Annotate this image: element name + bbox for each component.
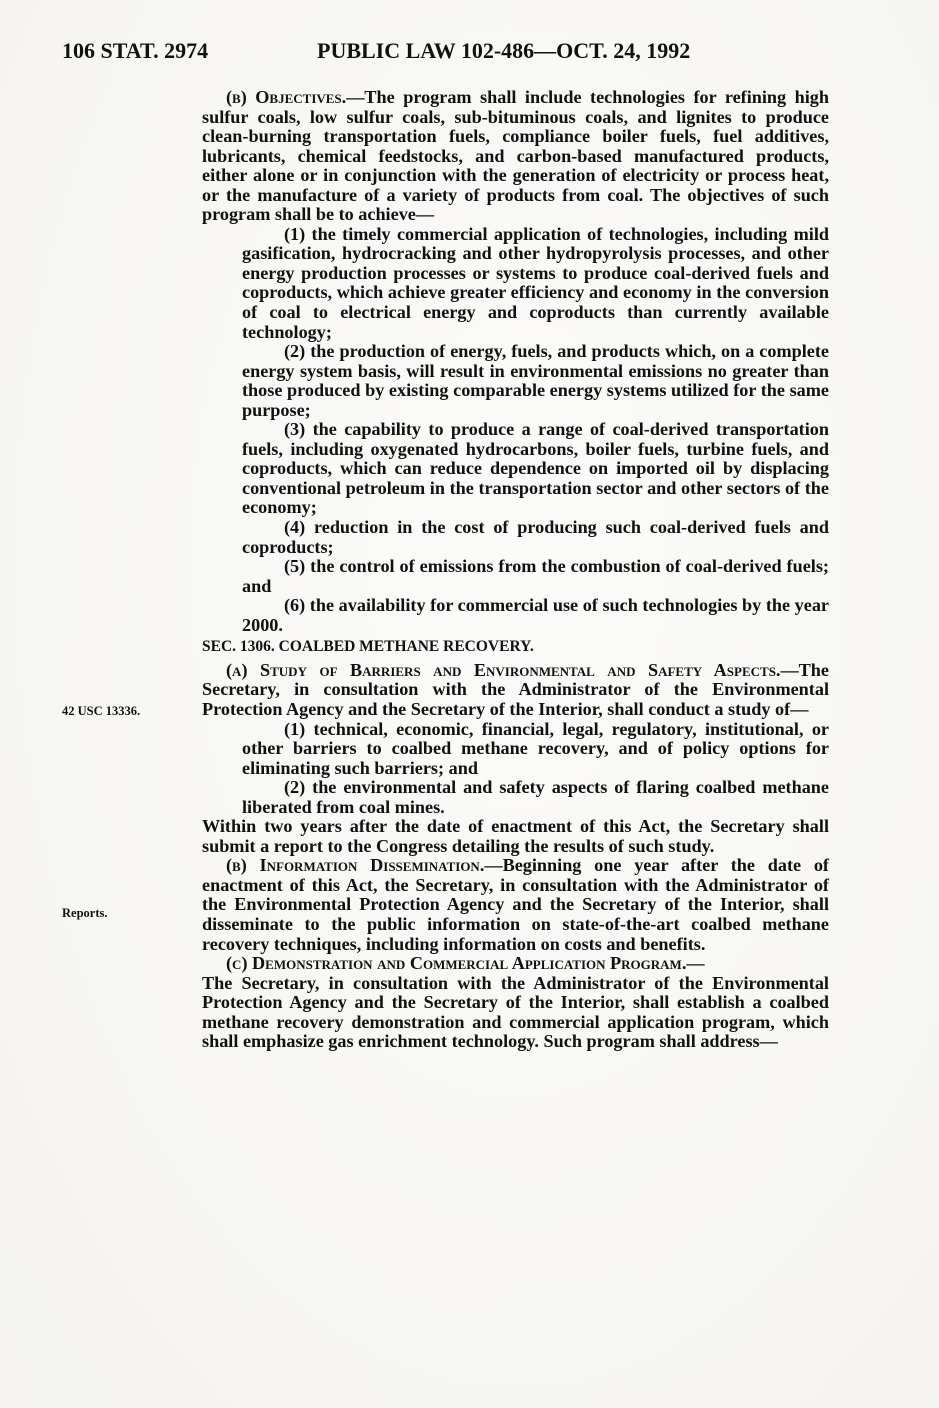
objective-item-4: (4) reduction in the cost of producing such coal-derived fuels and coproducts; [242,517,829,557]
objectives-paragraph [202,88,829,225]
reports-margin-note: Reports. [62,906,108,920]
objective-item-1: (1) the timely commercial application of technologies, including mild gasification, hydrocracking and other hydropyrolysis processes, and other energy production processes or systems to produce coal-derived fuels and coproducts, which achieve greater efficiency and economy in the conversion of coal to electrical energy and coproducts than currently available technology; [242,223,829,342]
subsection-b-text: Beginning one year after the date of enactment of this Act, the Secretary, in consultation with the Administrator of the Environmental Protection Agency and the Secretary of the Interior, shall disseminate to the public information on state-of-the-art coalbed methane recovery techniques, including information on costs and benefits. [202,855,829,954]
section-heading: SEC. 1306. COALBED METHANE RECOVERY. [202,638,534,656]
objective-item-2: (2) the production of energy, fuels, and products which, on a complete energy system basis, will result in environmental emissions no greater than those produced by existing comparable energy systems utilized for the same purpose; [242,341,829,420]
objective-item-3: (3) the capability to produce a range of coal-derived transportation fuels, including oxygenated hydrocarbons, boiler fuels, turbine fuels, and coproducts, which can reduce dependence on imported oil by displacing conventional petroleum in the transportation sector and other sectors of the economy; [242,419,829,518]
public-law-citation: PUBLIC LAW 102-486—OCT. 24, 1992 [317,38,691,63]
objective-item-5: (5) the control of emissions from the combustion of coal-derived fuels; and [242,556,829,596]
document-body [202,88,829,1052]
subsection-a-paragraph [202,661,829,720]
usc-citation-margin-note: 42 USC 13336. [62,704,141,718]
objectives-text: The program shall include technologies for refining high sulfur coals, low sulfur coals, sub-bituminous coals, and lignites to produce clean-burning transportation fuels, compliance boiler fuels, fuel additives, lubricants, chemical feedstocks, and carbon-based manufactured products, either alone or in conjunction with the generation of electricity or process heat, or the manufacture of a variety of products from coal. The objectives of such program shall be to achieve— [202,87,829,225]
subsection-c-heading: (c) Demonstration and Commercial Application Program.— [226,953,705,974]
subsection-c-text: The Secretary, in consultation with the Administrator of the Environmental Protection Agency and the Secretary of the Interior, shall establish a coalbed methane recovery demonstration and commercial application program, which shall emphasize gas enrichment technology. Such program shall address— [202,972,829,1052]
subsection-a-text: The Secretary, in consultation with the Administrator of the Environmental Protection Agency and the Secretary of the Interior, shall conduct a study of— [202,659,829,719]
reports-paragraph: Within two years after the date of enactment of this Act, the Secretary shall submit a report to the Congress detailing the results of such study. [202,816,829,856]
subsection-c-heading-line [202,954,829,974]
study-item-1: (1) technical, economic, financial, legal, regulatory, institutional, or other barriers to coalbed methane recovery, and of policy options for eliminating such barriers; and [242,718,829,778]
subsection-b-heading: (b) Information Dissemination.— [226,855,503,876]
study-item-2: (2) the environmental and safety aspects of flaring coalbed methane liberated from coal mines. [242,777,829,817]
stat-page-number: 106 STAT. 2974 [62,38,209,63]
subsection-a-heading: (a) Study of Barriers and Environmental and Safety Aspects.— [226,659,799,680]
subsection-b-paragraph [202,856,829,954]
objectives-heading: (b) Objectives.— [226,87,365,107]
objective-item-6: (6) the availability for commercial use of such technologies by the year 2000. [242,595,829,635]
